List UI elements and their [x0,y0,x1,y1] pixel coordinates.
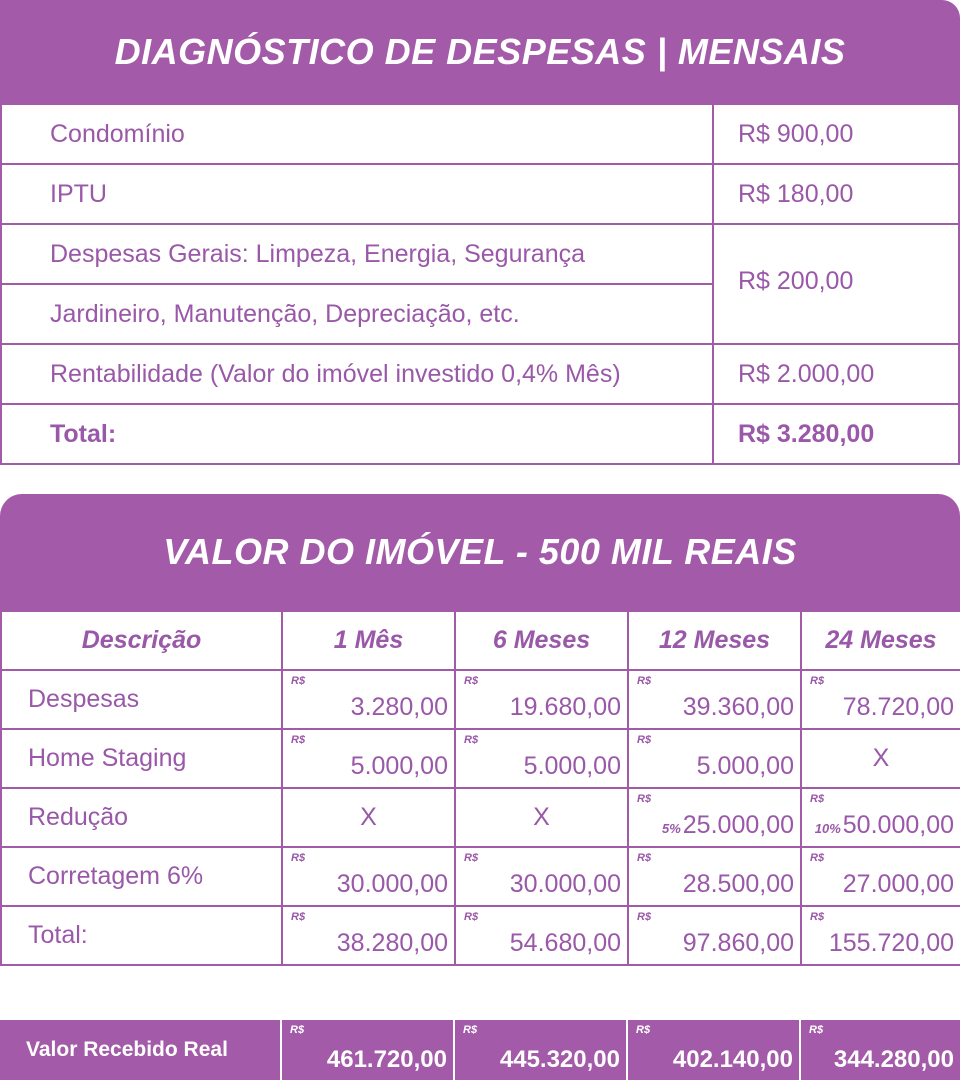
table-row [1,344,959,404]
value-cell [801,670,960,729]
amount-value: 97.860,00 [682,929,794,957]
percent-label: 5% [661,821,681,836]
currency-label: R$ [291,852,306,864]
amount-value: 5.000,00 [350,752,448,780]
amount-value: 30.000,00 [509,870,621,898]
value-cell [282,729,455,788]
currency-label: R$ [637,852,652,864]
currency-label: R$ [463,1024,478,1036]
empty-mark: X [282,788,455,847]
amount [662,811,794,840]
header-cell: 1 Mês [282,611,455,670]
table-row [1,164,959,224]
amount [510,870,621,899]
amount-value: 25.000,00 [682,811,794,839]
expense-label: Jardineiro, Manutenção, Depreciação, etc. [1,284,713,344]
value-cell [801,847,960,906]
currency-label: R$ [810,852,825,864]
row-label: Despesas [1,670,282,729]
received-row [0,1020,960,1080]
value-cell [628,788,801,847]
expense-value: R$ 180,00 [713,164,959,224]
header-cell: Descrição [1,611,282,670]
row-label: Total: [1,906,282,965]
currency-label: R$ [464,911,479,923]
currency-label: R$ [464,675,479,687]
received-amount: 461.720,00 [326,1046,447,1073]
currency-label: R$ [464,852,479,864]
amount-value: 5.000,00 [523,752,621,780]
expense-label: Despesas Gerais: Limpeza, Energia, Segurança [1,224,713,284]
amount-value: 50.000,00 [842,811,954,839]
expense-total-value: R$ 3.280,00 [713,404,959,464]
header-cell: 24 Meses [801,611,960,670]
value-cell [455,847,628,906]
expenses-table [0,103,960,465]
currency-label: R$ [637,793,652,805]
amount-value: 30.000,00 [336,870,448,898]
amount [524,752,621,781]
value-cell [282,847,455,906]
row-label: Home Staging [1,729,282,788]
table-header-row [1,611,960,670]
amount [683,929,794,958]
amount [843,693,954,722]
currency-label: R$ [637,734,652,746]
received-value-cell [454,1020,627,1080]
received-value-cell [627,1020,800,1080]
empty-mark: X [455,788,628,847]
expense-value: R$ 200,00 [713,224,959,344]
table-row [1,729,960,788]
received-value-cell [800,1020,960,1080]
currency-label: R$ [809,1024,824,1036]
amount [697,752,794,781]
amount-value: 38.280,00 [336,929,448,957]
currency-label: R$ [637,911,652,923]
currency-label: R$ [637,675,652,687]
header-cell: 12 Meses [628,611,801,670]
value-cell [628,729,801,788]
currency-label: R$ [810,911,825,923]
table-row [1,224,959,284]
amount-value: 3.280,00 [350,693,448,721]
expense-label: Rentabilidade (Valor do imóvel investido 0,4% Mês) [1,344,713,404]
amount-value: 39.360,00 [682,693,794,721]
amount [815,811,954,840]
currency-label: R$ [810,793,825,805]
amount [683,693,794,722]
currency-label: R$ [810,675,825,687]
currency-label: R$ [636,1024,651,1036]
currency-label: R$ [291,734,306,746]
value-cell [801,906,960,965]
amount [510,693,621,722]
table-row [1,788,960,847]
percent-label: 10% [814,821,841,836]
row-label: Corretagem 6% [1,847,282,906]
amount [337,929,448,958]
value-cell [282,906,455,965]
value-cell [628,906,801,965]
header-cell: 6 Meses [455,611,628,670]
amount-value: 54.680,00 [509,929,621,957]
value-cell [801,788,960,847]
expense-value: R$ 900,00 [713,104,959,164]
currency-label: R$ [464,734,479,746]
property-title: VALOR DO IMÓVEL - 500 MIL REAIS [163,531,797,572]
amount-value: 27.000,00 [842,870,954,898]
table-row [1,847,960,906]
amount [843,870,954,899]
amount-value: 5.000,00 [696,752,794,780]
expense-total-label: Total: [1,404,713,464]
amount-value: 155.720,00 [828,929,954,957]
amount [829,929,954,958]
currency-label: R$ [290,1024,305,1036]
expense-label: IPTU [1,164,713,224]
currency-label: R$ [291,911,306,923]
value-cell [628,670,801,729]
row-label: Redução [1,788,282,847]
empty-mark: X [801,729,960,788]
amount-value: 28.500,00 [682,870,794,898]
amount [337,870,448,899]
value-cell [455,729,628,788]
value-cell [455,906,628,965]
amount [351,752,448,781]
table-row [1,906,960,965]
expenses-title-banner [0,0,960,103]
table-row-total [1,404,959,464]
currency-label: R$ [291,675,306,687]
received-amount: 344.280,00 [833,1046,954,1073]
value-cell [455,670,628,729]
property-table [0,610,960,966]
received-amount: 402.140,00 [672,1046,793,1073]
value-cell [282,670,455,729]
amount-value: 19.680,00 [509,693,621,721]
property-title-banner [0,494,960,610]
amount-value: 78.720,00 [842,693,954,721]
expense-label: Condomínio [1,104,713,164]
received-label: Valor Recebido Real [0,1020,281,1080]
expenses-title: DIAGNÓSTICO DE DESPESAS | MENSAIS [114,30,846,72]
table-row [1,104,959,164]
expense-value: R$ 2.000,00 [713,344,959,404]
amount [351,693,448,722]
received-amount: 445.320,00 [499,1046,620,1073]
amount [510,929,621,958]
amount [683,870,794,899]
received-value-cell [281,1020,454,1080]
table-row [1,670,960,729]
value-cell [628,847,801,906]
